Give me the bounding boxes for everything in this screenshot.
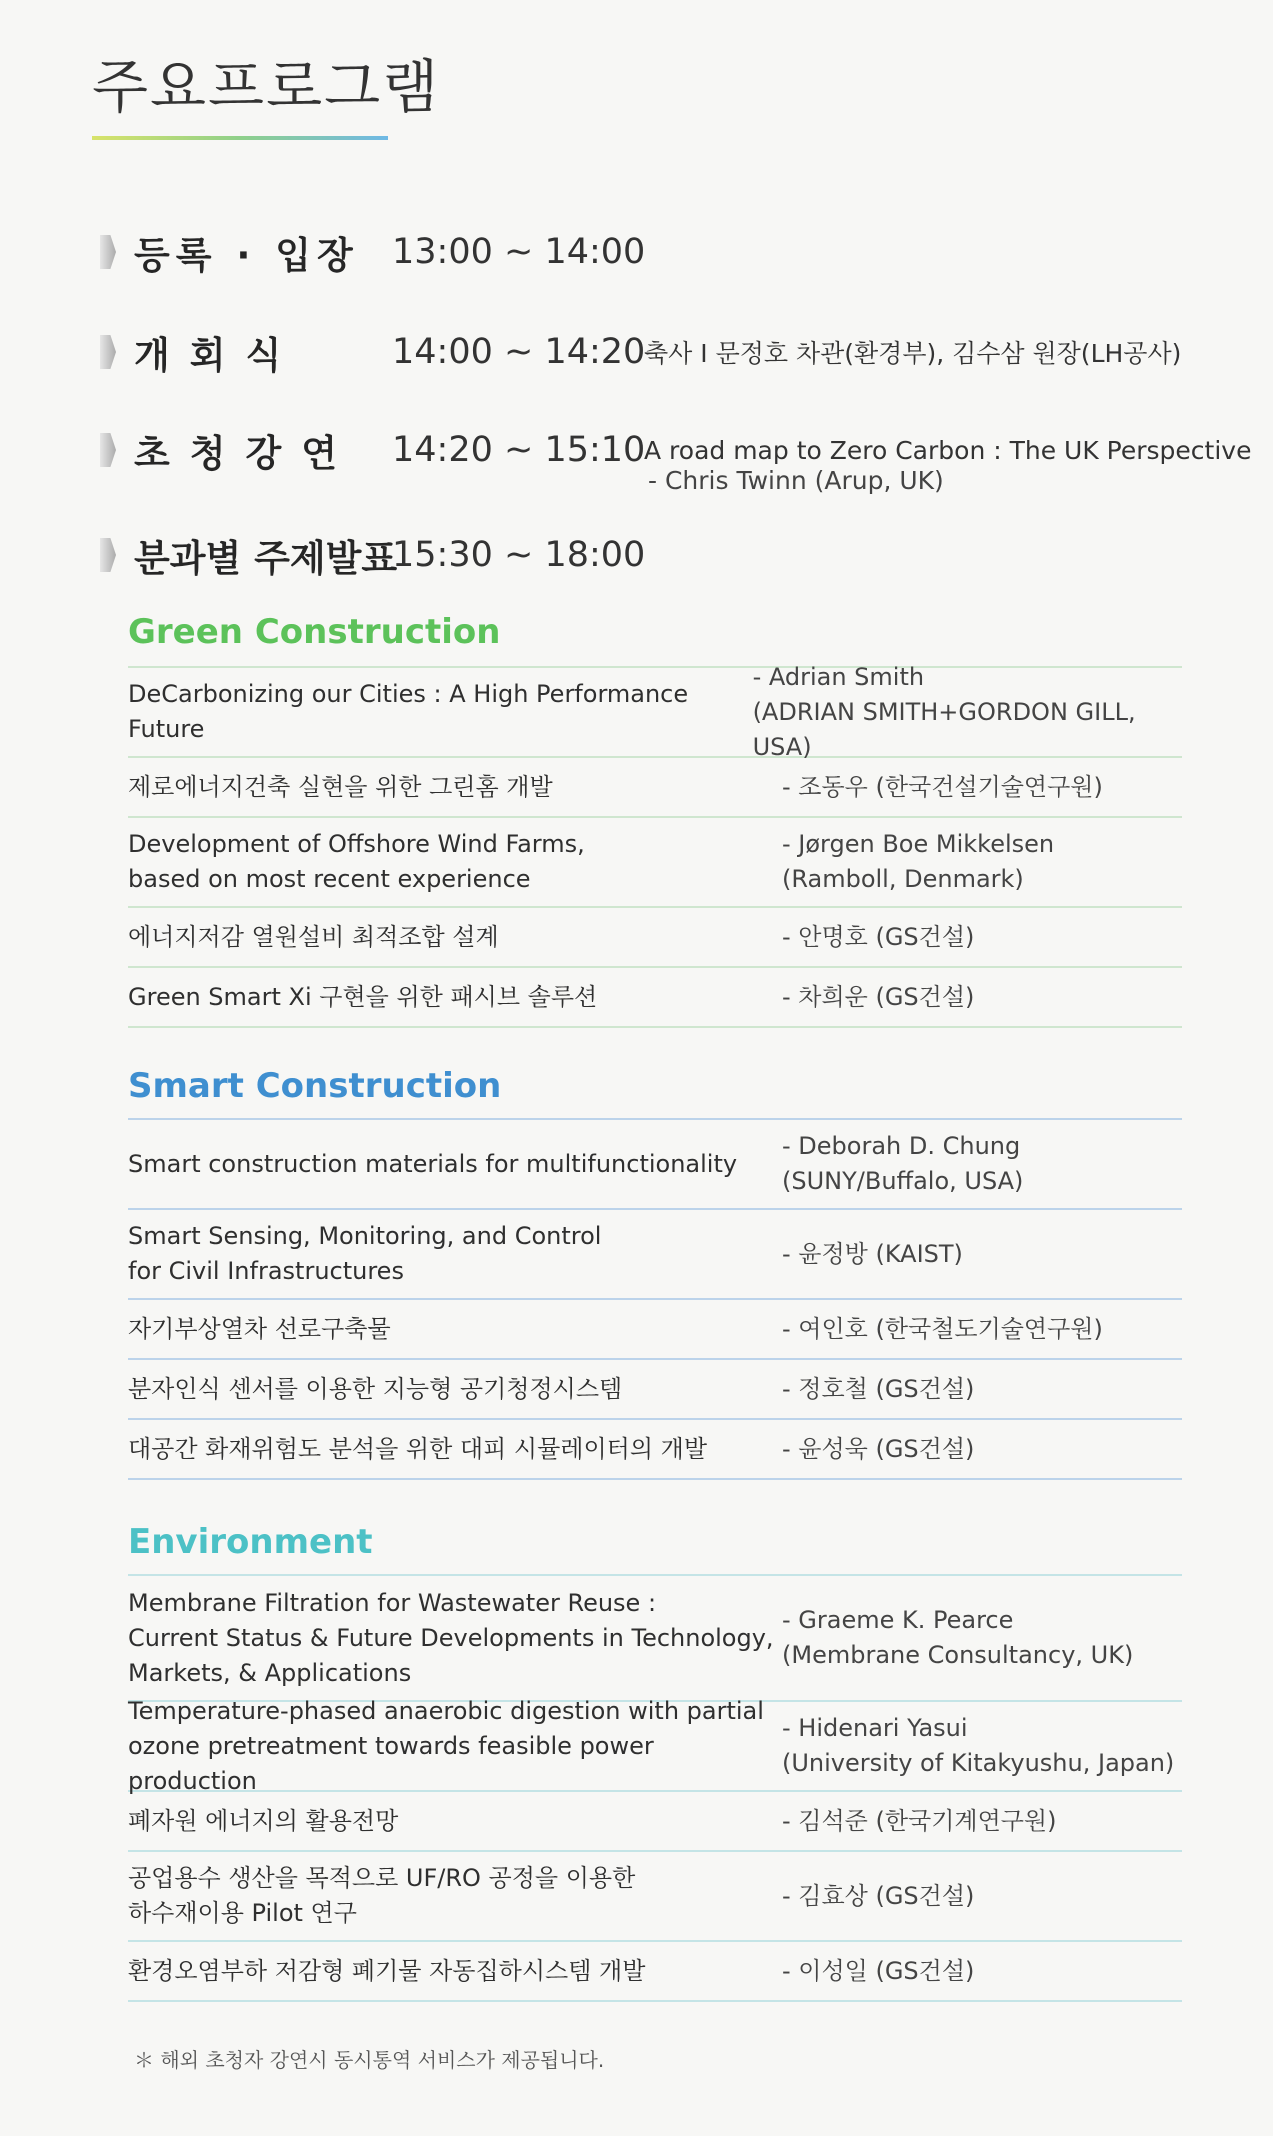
talk-speaker: - Jørgen Boe Mikkelsen (Ramboll, Denmark) (782, 830, 1055, 893)
talk-title: 제로에너지건축 실현을 위한 그린홈 개발 (128, 772, 553, 801)
talk-speaker: - 차희운 (GS건설) (782, 982, 975, 1011)
schedule-label: 초청강연 (134, 432, 357, 475)
talk-row (128, 1792, 1182, 1852)
talk-row (128, 1696, 1182, 1795)
talk-title: Temperature-phased anaerobic digestion with partial ozone pretreatment towards feasible power production (128, 1696, 764, 1795)
talk-row (128, 1942, 1182, 2002)
talk-speaker: - Graeme K. Pearce (Membrane Consultancy, UK) (782, 1606, 1134, 1669)
talk-speaker: - 김효상 (GS건설) (782, 1881, 975, 1910)
talk-speaker: - 안명호 (GS건설) (782, 922, 975, 951)
talk-title: Smart construction materials for multifunctionality (128, 1149, 738, 1178)
schedule-detail: A road map to Zero Carbon : The UK Perspective (644, 435, 1252, 465)
schedule-time: 14:20 ~ 15:10 (392, 430, 646, 470)
arrow-marker-icon (100, 538, 116, 572)
talk-speaker: - 윤정방 (KAIST) (782, 1239, 963, 1268)
arrow-marker-icon (100, 433, 116, 467)
talk-speaker: - Deborah D. Chung (SUNY/Buffalo, USA) (782, 1132, 1024, 1195)
talk-speaker: - Hidenari Yasui (University of Kitakyushu, Japan) (782, 1714, 1175, 1777)
schedule-time: 14:00 ~ 14:20 (392, 332, 646, 372)
talk-title: DeCarbonizing our Cities : A High Performance Future (128, 680, 689, 743)
arrow-marker-icon (100, 335, 116, 369)
talk-title: 에너지저감 열원설비 최적조합 설계 (128, 922, 499, 951)
talk-row (128, 662, 1182, 761)
talk-title: 환경오염부하 저감형 폐기물 자동집하시스템 개발 (128, 1956, 646, 1985)
section-table-environment (128, 1574, 1182, 2002)
talk-row (128, 758, 1182, 818)
page-title: 주요프로그램 (92, 53, 441, 121)
talk-speaker: - 조동우 (한국건설기술연구원) (782, 772, 1103, 801)
talk-title: Smart Sensing, Monitoring, and Control for Civil Infrastructures (128, 1222, 602, 1285)
talk-row (128, 1360, 1182, 1420)
talk-speaker: - 정호철 (GS건설) (782, 1374, 975, 1403)
talk-title: 자기부상열차 선로구축물 (128, 1314, 391, 1343)
talk-row (128, 1300, 1182, 1360)
talk-row (128, 968, 1182, 1028)
talk-title: 폐자원 에너지의 활용전망 (128, 1806, 399, 1835)
talk-speaker: - Adrian Smith (ADRIAN SMITH+GORDON GILL, USA) (752, 662, 1136, 761)
talk-title: 대공간 화재위험도 분석을 위한 대피 시뮬레이터의 개발 (128, 1434, 708, 1463)
talk-row (128, 1852, 1182, 1942)
section-table-smart (128, 1118, 1182, 1480)
schedule-row-registration (100, 222, 644, 282)
footnote: ＊ 해외 초청자 강연시 동시통역 서비스가 제공됩니다. (134, 2048, 605, 2072)
talk-row (128, 1120, 1182, 1210)
talk-title: Membrane Filtration for Wastewater Reuse : Current Status & Future Developments in Technology, Markets, & Applications (128, 1588, 774, 1687)
talk-speaker: - 여인호 (한국철도기술연구원) (782, 1314, 1103, 1343)
talk-speaker: - 이성일 (GS건설) (782, 1956, 975, 1985)
talk-speaker: - 김석준 (한국기계연구원) (782, 1806, 1057, 1835)
talk-row (128, 1210, 1182, 1300)
section-heading-green: Green Construction (128, 612, 501, 652)
section-heading-smart: Smart Construction (128, 1066, 502, 1106)
talk-row (128, 1420, 1182, 1480)
talk-title: 분자인식 센서를 이용한 지능형 공기청정시스템 (128, 1374, 623, 1403)
schedule-label: 등록 · 입장 (134, 234, 359, 277)
schedule-label: 개회식 (134, 334, 302, 377)
talk-row (128, 818, 1182, 908)
talk-title: 공업용수 생산을 목적으로 UF/RO 공정을 이용한 하수재이용 Pilot 연구 (128, 1864, 636, 1927)
talk-row (128, 908, 1182, 968)
title-underline (92, 136, 388, 140)
keynote-speaker: - Chris Twinn (Arup, UK) (648, 466, 944, 495)
talk-speaker: - 윤성욱 (GS건설) (782, 1434, 975, 1463)
arrow-marker-icon (100, 235, 116, 269)
talk-row (128, 1576, 1182, 1702)
schedule-label: 분과별 주제발표 (134, 537, 398, 580)
talk-title: Green Smart Xi 구현을 위한 패시브 솔루션 (128, 982, 598, 1011)
section-heading-environment: Environment (128, 1522, 373, 1562)
schedule-time: 15:30 ~ 18:00 (392, 535, 646, 575)
schedule-detail: 축사 I 문정호 차관(환경부), 김수삼 원장(LH공사) (644, 339, 1182, 368)
talk-title: Development of Offshore Wind Farms, based on most recent experience (128, 830, 585, 893)
schedule-row-opening (100, 322, 1181, 382)
section-table-green (128, 662, 1182, 1028)
schedule-time: 13:00 ~ 14:00 (392, 232, 646, 272)
schedule-row-sessions (100, 525, 644, 585)
